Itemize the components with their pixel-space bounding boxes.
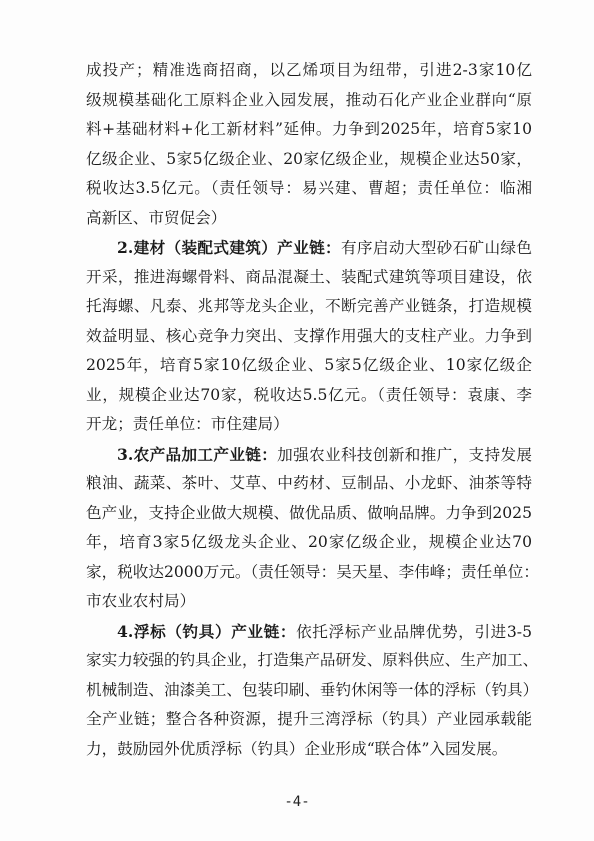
line-text: 依托浮标产业品牌优势，引进3-5 [296, 622, 532, 641]
text-line [86, 440, 532, 470]
line-text: 粮油、蔬菜、茶叶、艾草、中药材、豆制品、小龙虾、油茶等特 [86, 474, 532, 492]
line-text: 税收达3.5亿元。（责任领导：易兴建、曹超；责任单位：临湘 [86, 179, 532, 197]
text-line [86, 587, 532, 617]
line-text: 机械制造、油漆美工、包装印刷、垂钓休闲等一体的浮标（钓具） [86, 680, 539, 699]
text-line [86, 174, 532, 204]
line-text: 高新区、市贸促会） [86, 208, 227, 227]
text-line [86, 469, 532, 499]
text-line [86, 322, 532, 352]
line-text: 托海螺、凡泰、兆邦等龙头企业，不断完善产业链条，打造规模 [86, 297, 532, 315]
text-line [86, 646, 539, 676]
text-line [86, 263, 532, 293]
text-line [86, 735, 532, 765]
line-text: 色产业，支持企业做大规模、做优品质、做响品牌。力争到2025 [86, 503, 532, 522]
line-text: 家，税收达2000万元。（责任领导：吴天星、李伟峰；责任单位： [86, 562, 539, 581]
text-line [86, 56, 532, 86]
body-text [86, 56, 539, 764]
section-heading: 4.浮标（钓具）产业链： [117, 621, 297, 641]
line-text: 效益明显、核心竞争力突出、支撑作用强大的支柱产业。力争到 [86, 326, 532, 345]
line-text: 有序启动大型砂石矿山绿色 [340, 239, 532, 257]
line-text: 全产业链；整合各种资源，提升三湾浮标（钓具）产业园承载能 [86, 710, 532, 728]
page-number: -4- [284, 794, 310, 810]
line-text: 2025年，培育5家10亿级企业、5家5亿级企业、10家亿级企 [86, 356, 532, 374]
text-line [86, 410, 532, 440]
line-text: 开龙；责任单位：市住建局） [86, 415, 289, 433]
text-line [86, 233, 532, 263]
line-text: 开采，推进海螺骨料、商品混凝土、装配式建筑等项目建设，依 [86, 267, 532, 286]
text-line [86, 617, 532, 647]
text-line [86, 204, 532, 234]
text-line [86, 86, 532, 116]
line-text: 力，鼓励园外优质浮标（钓具）企业形成“联合体”入园发展。 [86, 739, 508, 758]
line-text: 市农业农村局） [86, 592, 196, 610]
line-text: 业，规模企业达70家，税收达5.5亿元。（责任领导：袁康、李 [86, 385, 532, 404]
section-heading: 2.建材（装配式建筑）产业链： [117, 238, 341, 257]
text-line [86, 351, 532, 381]
line-text: 家实力较强的钓具企业，打造集产品研发、原料供应、生产加工、 [86, 651, 539, 669]
text-line [86, 115, 532, 145]
text-line [86, 145, 532, 175]
text-line [86, 381, 532, 411]
line-text: 加强农业科技创新和推广，支持发展 [277, 445, 532, 464]
line-text: 成投产；精准选商招商，以乙烯项目为纽带，引进2-3家10亿 [86, 61, 532, 79]
text-line [86, 528, 532, 558]
text-line [86, 676, 539, 706]
text-line [86, 292, 532, 322]
line-text: 亿级企业、5家5亿级企业、20家亿级企业，规模企业达50家， [86, 149, 532, 168]
section-heading: 3.农产品加工产业链： [117, 444, 278, 464]
line-text: 年，培育3家5亿级龙头企业、20家亿级企业，规模企业达70 [86, 533, 532, 551]
line-text: 料+基础材料+化工新材料”延伸。力争到2025年，培育5家10 [86, 120, 532, 138]
line-text: 级规模基础化工原料企业入园发展，推动石化产业企业群向“原 [86, 90, 532, 109]
text-line [86, 499, 532, 529]
text-line [86, 705, 532, 735]
text-line [86, 558, 539, 588]
